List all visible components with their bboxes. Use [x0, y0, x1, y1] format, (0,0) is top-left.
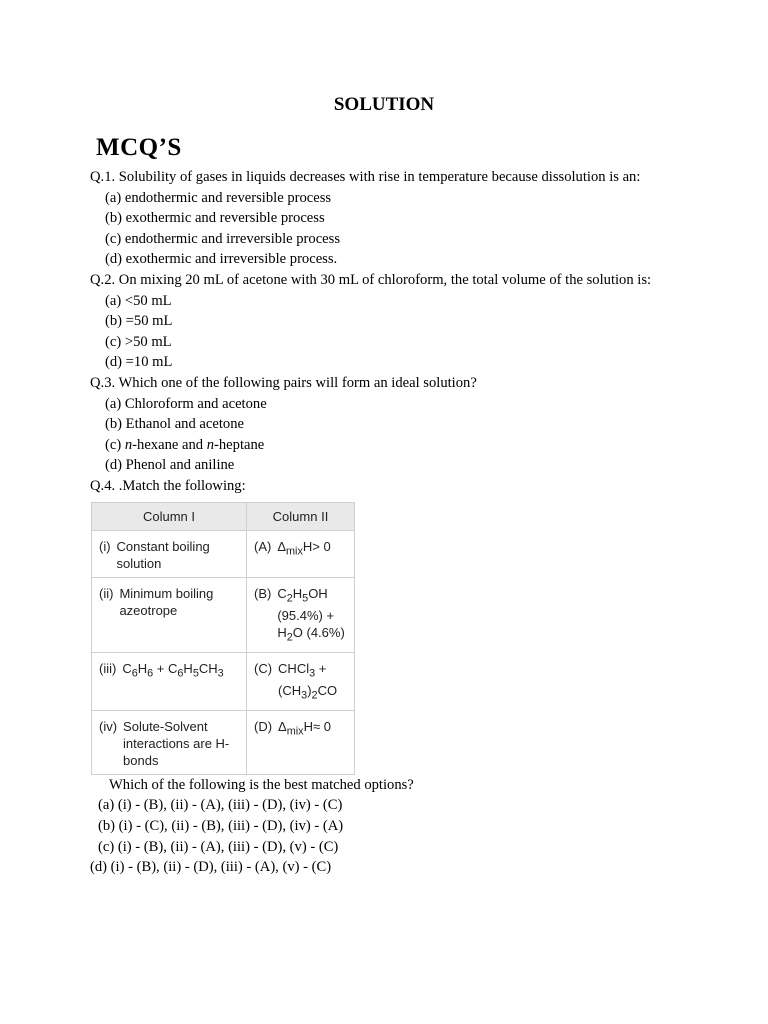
document-title: SOLUTION	[333, 94, 435, 115]
q2-option-d: (d) =10 mL	[105, 354, 173, 371]
row-1-col-2	[247, 530, 355, 577]
row-4-text: Solute-Solvent interactions are H-bonds	[123, 718, 230, 768]
mix-subscript: mix	[286, 725, 304, 738]
question-1: Q.1. Solubility of gases in liquids decreases with rise in temperature because dissolution is an:	[90, 169, 641, 185]
q4-answer-d: (d) (i) - (B), (ii) - (D), (iii) - (A), (v) - (C)	[90, 859, 332, 876]
match-table	[91, 502, 355, 775]
q4-prompt: Which of the following is the best matched options?	[109, 776, 414, 793]
q3-option-c	[90, 435, 730, 456]
row-4-col-2	[247, 710, 355, 774]
q2-option-b: (b) =50 mL	[105, 313, 173, 330]
q3c-n1: n	[124, 436, 133, 453]
row-2-col2-label: (B)	[254, 585, 272, 601]
h-approx-zero: H≈ 0	[303, 718, 331, 734]
row-1-label: (i)	[99, 538, 111, 554]
q3-option-a: (a) Chloroform and acetone	[105, 395, 267, 412]
row-1-text: Constant boiling solution	[116, 538, 210, 571]
column-1-header: Column I	[92, 502, 247, 530]
question-4: Q.4. .Match the following:	[90, 477, 246, 494]
section-heading: MCQ’S	[96, 134, 182, 161]
q3c-n2: n	[206, 436, 215, 453]
row-3-col-2	[247, 652, 355, 710]
q1-option-d: (d) exothermic and irreversible process.	[105, 251, 338, 268]
row-4-col2-label: (D)	[254, 718, 273, 734]
question-3: Q.3. Which one of the following pairs will form an ideal solution?	[90, 374, 477, 391]
row-2-text: Minimum boiling azeotrope	[119, 585, 214, 618]
q1-option-a: (a) endothermic and reversible process	[105, 189, 332, 206]
delta-symbol: Δ	[277, 538, 287, 554]
benzene-toluene-formula: $C_6H_6 + C_6H_5CH_3$	[122, 660, 224, 680]
q3c-prefix: (c)	[105, 436, 125, 453]
enthalpy-zero	[278, 718, 348, 741]
q3c-mid: -hexane and	[132, 436, 207, 453]
row-3-col-1	[92, 652, 247, 710]
q1-option-b: (b) exothermic and reversible process	[105, 210, 325, 227]
chloroform-acetone-formula: CHCl$_3$ + $(CH_3)_2CO$	[278, 660, 338, 702]
row-1-col2-label: (A)	[254, 538, 272, 554]
enthalpy-positive	[277, 538, 348, 561]
mix-subscript: mix	[286, 545, 303, 558]
question-2: Q.2. On mixing 20 mL of acetone with 30 mL of chloroform, the total volume of the solution is:	[90, 271, 652, 288]
h-gt-zero: H> 0	[302, 538, 331, 554]
ethanol-water-formula: $C_2H_5OH$ (95.4%) + $H_2O$ (4.6%)	[277, 585, 345, 644]
q2-option-a: (a) <50 mL	[105, 292, 172, 309]
q1-option-c: (c) endothermic and irreversible process	[105, 230, 341, 247]
row-4-label: (iv)	[99, 718, 118, 734]
q4-answer-c: (c) (i) - (B), (ii) - (A), (iii) - (D), (v) - (C)	[98, 838, 339, 855]
row-4-col-1	[92, 710, 247, 774]
question-list	[90, 167, 730, 878]
q3-option-d: (d) Phenol and aniline	[105, 457, 235, 474]
row-3-col2-label: (C)	[254, 660, 273, 676]
q4-answer-a: (a) (i) - (B), (ii) - (A), (iii) - (D), (iv) - (C)	[98, 797, 343, 814]
row-3-label: (iii)	[99, 660, 117, 676]
q3c-suffix: -heptane	[214, 436, 265, 453]
column-2-header: Column II	[247, 502, 355, 530]
row-2-col-1	[92, 577, 247, 652]
q2-option-c: (c) >50 mL	[105, 333, 172, 350]
q3-option-b: (b) Ethanol and acetone	[105, 416, 244, 433]
q4-answer-b: (b) (i) - (C), (ii) - (B), (iii) - (D), (iv) - (A)	[98, 818, 344, 835]
row-2-label: (ii)	[99, 585, 114, 601]
row-1-col-1	[92, 530, 247, 577]
delta-symbol: Δ	[278, 718, 287, 734]
row-2-col-2	[247, 577, 355, 652]
